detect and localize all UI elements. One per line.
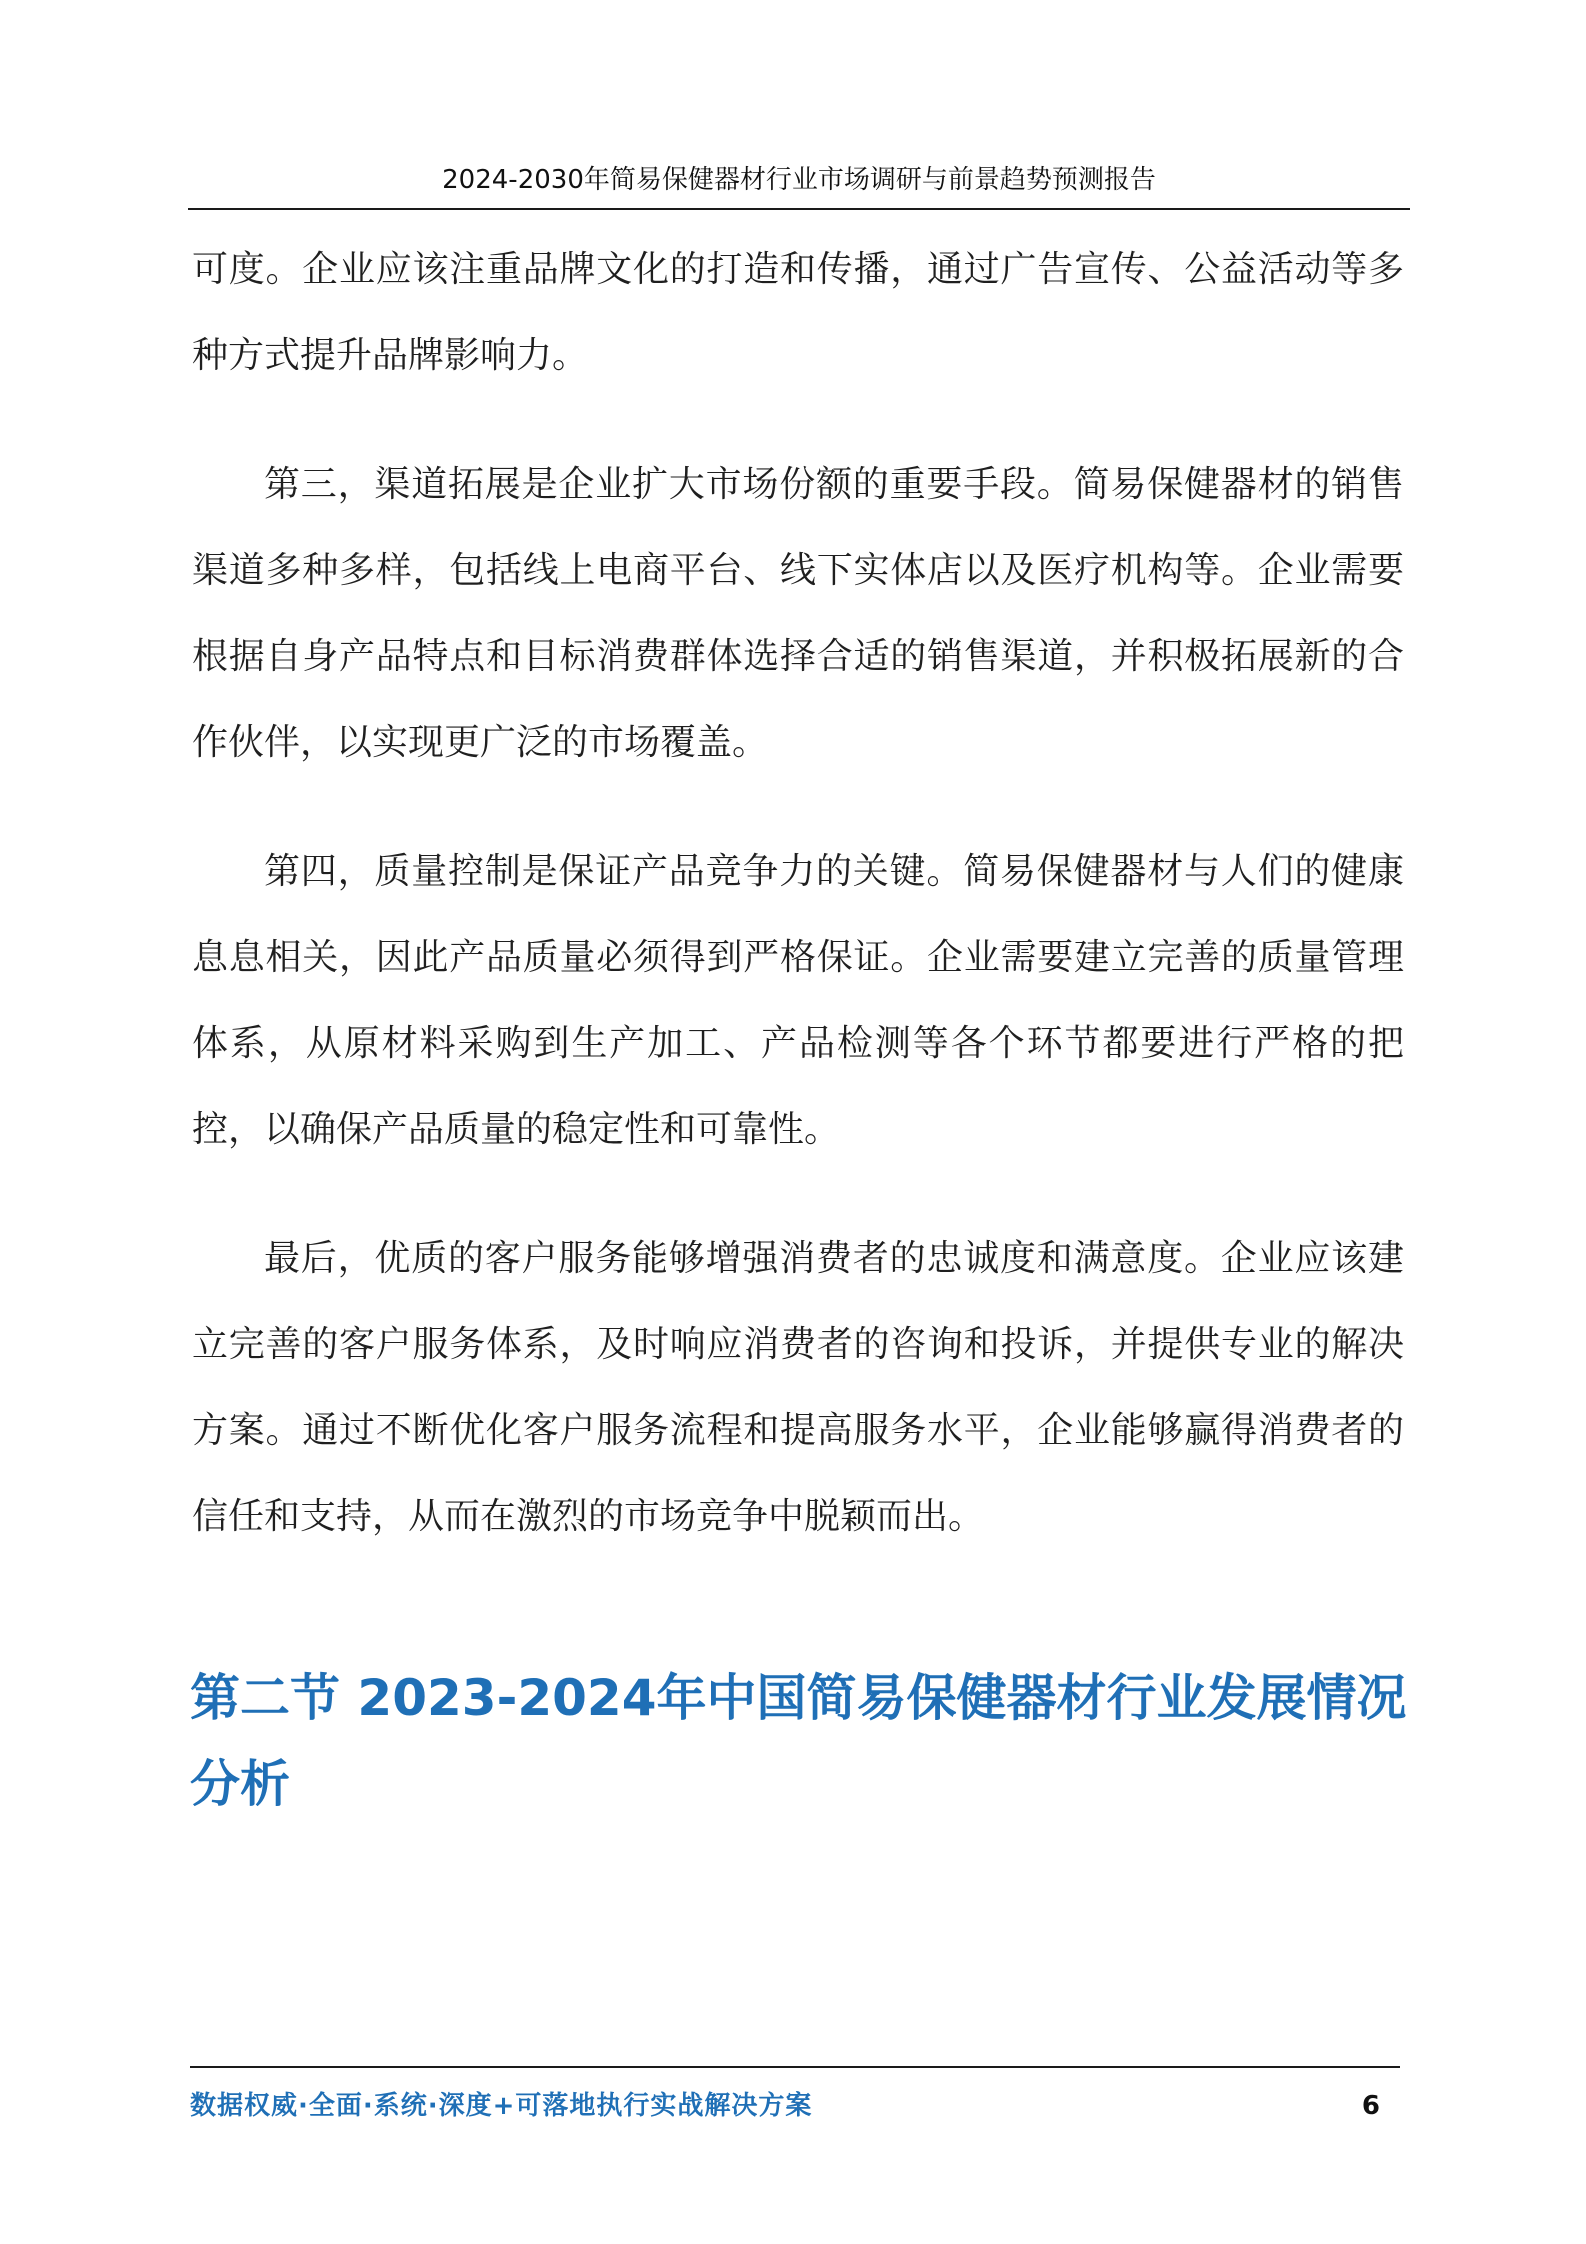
paragraph-quality-control: 第四，质量控制是保证产品竞争力的关键。简易保健器材与人们的健康息息相关，因此产品质量必须得到严格保证。企业需要建立完善的质量管理体系，从原材料采购到生产加工、产品检测等各个环节都要进行严格的把控，以确保产品质量的稳定性和可靠性。: [192, 851, 1404, 1150]
footer-slogan: 数据权威·全面·系统·深度+可落地执行实战解决方案: [190, 2091, 813, 2121]
body-text: [192, 227, 1404, 1603]
paragraph-customer-service: 最后，优质的客户服务能够增强消费者的忠诚度和满意度。企业应该建立完善的客户服务体系，及时响应消费者的咨询和投诉，并提供专业的解决方案。通过不断优化客户服务流程和提高服务水平，企业能够赢得消费者的信任和支持，从而在激烈的市场竞争中脱颖而出。: [192, 1238, 1404, 1537]
page-header-title: 2024-2030年简易保健器材行业市场调研与前景趋势预测报告: [442, 165, 1156, 195]
page-number: 6: [1361, 2091, 1380, 2121]
section-heading: 第二节 2023-2024年中国简易保健器材行业发展情况分析: [190, 1669, 1407, 1813]
paragraph-channel-expansion: 第三，渠道拓展是企业扩大市场份额的重要手段。简易保健器材的销售渠道多种多样，包括线上电商平台、线下实体店以及医疗机构等。企业需要根据自身产品特点和目标消费群体选择合适的销售渠道，并积极拓展新的合作伙伴，以实现更广泛的市场覆盖。: [192, 464, 1404, 763]
header-divider: [188, 208, 1410, 210]
paragraph-continuation: 可度。企业应该注重品牌文化的打造和传播，通过广告宣传、公益活动等多种方式提升品牌影响力。: [192, 249, 1404, 376]
footer-divider: [190, 2066, 1400, 2068]
